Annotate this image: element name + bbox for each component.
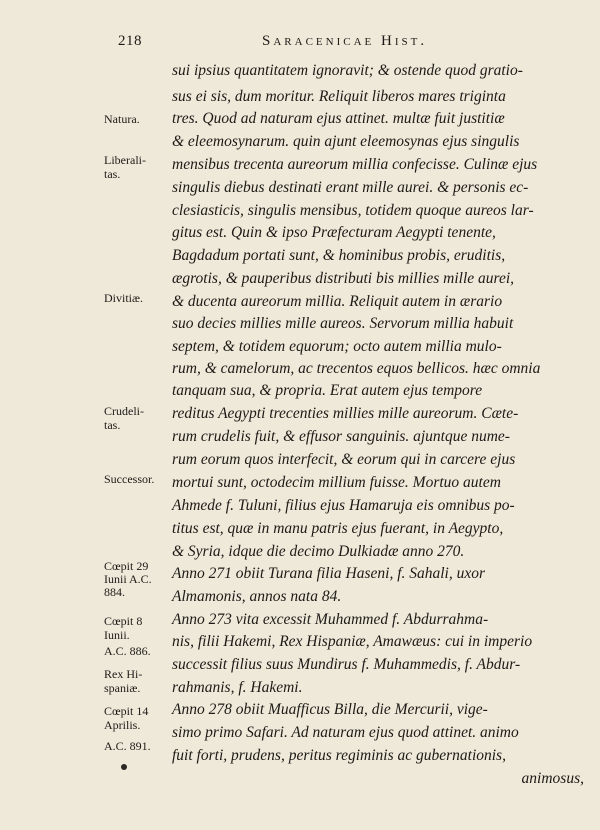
text-line: Ahmede f. Tuluni, filius ejus Hamaruja eis omnibus po- xyxy=(172,497,515,514)
text-line: simo primo Safari. Ad naturam ejus quod attinet. animo xyxy=(172,724,519,741)
text-line: & eleemosynarum. quin ajunt eleemosynas ejus singulis xyxy=(172,133,520,150)
text-line: mortui sunt, octodecim millium fuisse. Mortuo autem xyxy=(172,474,501,491)
text-line: septem, & totidem equorum; octo autem millia mulo- xyxy=(172,338,502,355)
text-line: & Syria, idque die decimo Dulkiadæ anno 270. xyxy=(172,543,465,560)
text-line: ægrotis, & pauperibus distributi bis millies mille aurei, xyxy=(172,270,515,287)
text-line: gitus est. Quin & ipso Præfecturam Aegypti tenente, xyxy=(172,224,496,241)
running-head: Saracenicae Hist. xyxy=(262,33,428,49)
margin-note: Natura. xyxy=(104,112,140,126)
margin-note: Liberali- xyxy=(104,153,146,167)
margin-note: Cœpit 14 xyxy=(104,704,149,718)
margin-note: A.C. 886. xyxy=(104,644,151,658)
text-line: tres. Quod ad naturam ejus attinet. multæ fuit justitiæ xyxy=(172,110,505,127)
text-line: Bagdadum portati sunt, & hominibus probis, eruditis, xyxy=(172,247,506,264)
text-line: clesiasticis, singulis mensibus, totidem quoque aureos lar- xyxy=(172,202,534,219)
text-line: animosus, xyxy=(521,770,584,787)
text-line: suo decies millies mille aureos. Servorum millia habuit xyxy=(172,315,514,332)
margin-note: Aprilis. xyxy=(104,718,141,732)
text-line: Almamonis, annos nata 84. xyxy=(172,588,342,605)
page-header xyxy=(0,33,600,53)
margin-note: A.C. 891. xyxy=(104,739,151,753)
margin-note: Iunii. xyxy=(104,628,130,642)
ink-spot xyxy=(121,764,127,770)
margin-note: Successor. xyxy=(104,472,155,486)
margin-note: Iunii A.C. xyxy=(104,572,152,586)
text-line: titus est, quæ in manu patris ejus fuerant, in Aegypto, xyxy=(172,520,504,537)
page-number: 218 xyxy=(118,33,142,49)
text-line: reditus Aegypti trecenties millies mille aureorum. Cæte- xyxy=(172,405,519,422)
margin-note: spaniæ. xyxy=(104,681,141,695)
margin-note: tas. xyxy=(104,418,121,432)
text-line: rahmanis, f. Hakemi. xyxy=(172,679,303,696)
text-line: & ducenta aureorum millia. Reliquit autem in ærario xyxy=(172,293,503,310)
text-line: Anno 271 obiit Turana filia Haseni, f. Sahali, uxor xyxy=(172,565,486,582)
margin-note: Cœpit 29 xyxy=(104,559,149,573)
text-line: Anno 273 vita excessit Muhammed f. Abdurrahma- xyxy=(172,611,489,628)
margin-note: Divitiæ. xyxy=(104,291,144,305)
margin-note: Crudeli- xyxy=(104,404,144,418)
text-line: rum crudelis fuit, & effusor sanguinis. ajuntque nume- xyxy=(172,428,510,445)
text-line: tanquam sua, & propria. Erat autem ejus tempore xyxy=(172,382,483,399)
text-line: singulis diebus destinati erant mille aurei. & personis ec- xyxy=(172,179,529,196)
text-line: sui ipsius quantitatem ignoravit; & ostende quod gratio- xyxy=(172,62,523,79)
text-line: successit filius suus Mundirus f. Muhammedis, f. Abdur- xyxy=(172,656,521,673)
margin-note: tas. xyxy=(104,167,121,181)
text-line: rum eorum quos interfecit, & eorum qui in carcere ejus xyxy=(172,451,516,468)
text-line: mensibus trecenta aureorum millia confecisse. Culinæ ejus xyxy=(172,156,538,173)
text-line: nis, filii Hakemi, Rex Hispaniæ, Amawæus: cui in imperio xyxy=(172,633,533,650)
text-line: Anno 278 obiit Muafficus Billa, die Mercurii, vige- xyxy=(172,701,488,718)
margin-note: Cœpit 8 xyxy=(104,614,143,628)
margin-note: Rex Hi- xyxy=(104,667,143,681)
text-line: sus ei sis, dum moritur. Reliquit liberos mares triginta xyxy=(172,88,506,105)
margin-note: 884. xyxy=(104,585,125,599)
text-line: fuit forti, prudens, peritus regiminis ac gubernationis, xyxy=(172,747,506,764)
text-line: rum, & camelorum, ac trecentos equos bellicos. hæc omnia xyxy=(172,360,541,377)
